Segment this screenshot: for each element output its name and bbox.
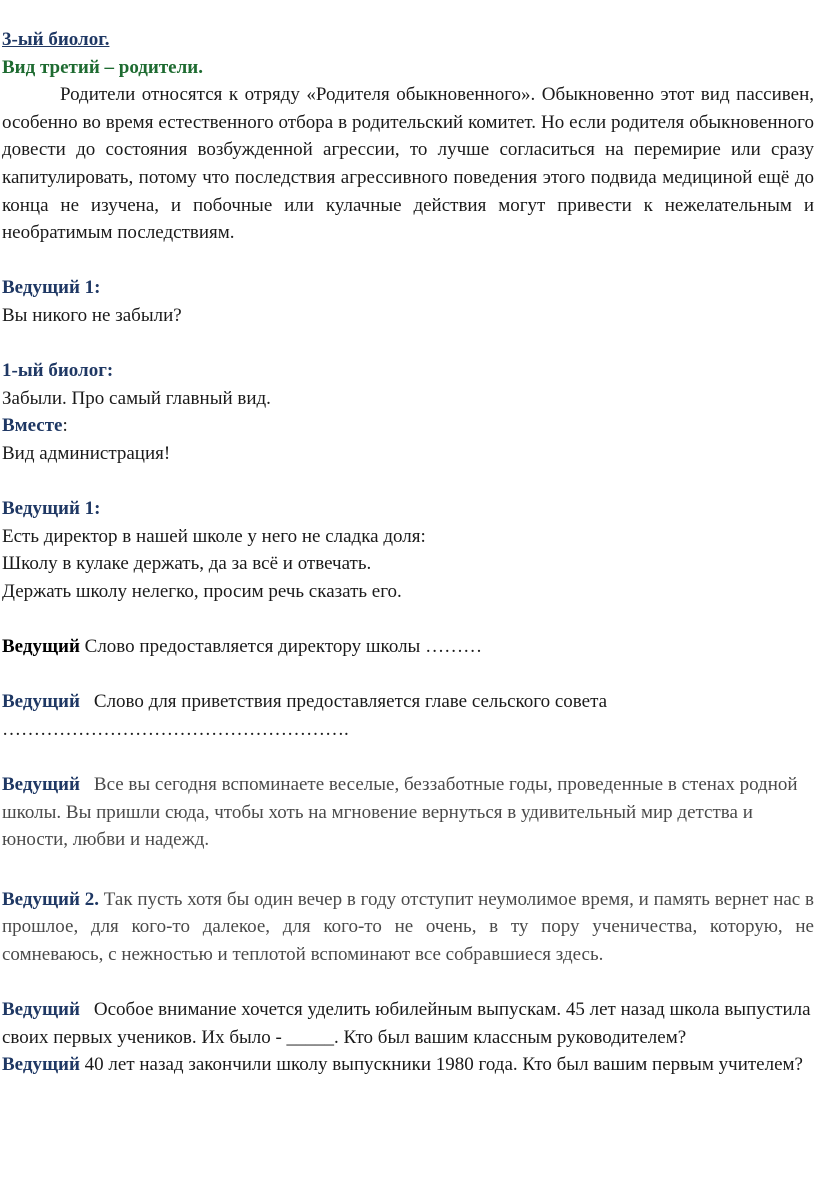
speaker-host-1980: Ведущий	[2, 1054, 80, 1076]
memories-text: Все вы сегодня вспоминаете веселые, беззаботные годы, проведенные в стенах родной школы. Вы пришли сюда, чтобы хоть на мгновение вернуться в удивительный мир детства и юности, любви и надежд.	[2, 774, 798, 851]
speaker-host-1: Ведущий 1:	[2, 277, 101, 299]
director-line	[2, 633, 814, 661]
paragraph-parents: Родители относятся к отряду «Родителя обыкновенного». Обыкновенно этот вид пассивен, особенно во время естественного отбора в родительский комитет. Но если родителя обыкновенного довести до состояния возбужденной агрессии, то лучше согласиться на перемирие или сразу капитулировать, потому что последствия агрессивного поведения этого подвида медициной ещё до конца не изучена, и побочные или кулачные действия могут привести к нежелательным и необратимым последствиям.	[2, 84, 814, 244]
evening-line	[2, 886, 814, 969]
jubilee-text: Особое внимание хочется уделить юбилейным выпускам. 45 лет назад школа выпустила своих первых учеников. Их было - _____. Кто был вашим классным руководителем?	[2, 999, 811, 1048]
council-text: Слово для приветствия предоставляется главе сельского совета ……………………………………………….	[2, 691, 608, 740]
council-line	[2, 688, 814, 743]
speaker-biologist-1: 1-ый биолог:	[2, 360, 114, 382]
speaker-host-memories: Ведущий	[2, 774, 80, 796]
grad-1980-line	[2, 1051, 814, 1079]
line-together: Вид администрация!	[2, 442, 171, 464]
poem-line-3: Держать школу нелегко, просим речь сказать его.	[2, 580, 402, 602]
memories-line	[2, 771, 814, 854]
speaker-host-jubilee: Ведущий	[2, 999, 80, 1021]
jubilee-line	[2, 996, 814, 1051]
speaker-together: Вместе	[2, 415, 63, 437]
speaker-host-2: Ведущий 2.	[2, 888, 99, 910]
evening-text: Так пусть хотя бы один вечер в году отступит неумолимое время, и память вернет нас в прошлое, для кого-то далекое, для кого-то не очень, в ту пору ученичества, которую, не сомневаюсь, с нежностью и теплотой вспоминают все собравшиеся здесь.	[2, 888, 814, 965]
together-colon: :	[62, 415, 68, 437]
together-line	[2, 412, 814, 440]
line-biologist-1: Забыли. Про самый главный вид.	[2, 387, 271, 409]
poem-line-2: Школу в кулаке держать, да за всё и отвечать.	[2, 553, 372, 575]
speaker-host-director: Ведущий	[2, 636, 80, 658]
speaker-host-council: Ведущий	[2, 691, 80, 713]
section-subtitle: Вид третий – родители.	[2, 56, 203, 78]
director-text: Слово предоставляется директору школы ………	[79, 636, 483, 658]
grad-1980-text: 40 лет назад закончили школу выпускники 1980 года. Кто был вашим первым учителем?	[79, 1054, 803, 1076]
section-title: 3-ый биолог.	[2, 29, 110, 50]
line-host-1: Вы никого не забыли?	[2, 304, 182, 326]
speaker-host-1-poem: Ведущий 1:	[2, 498, 101, 520]
poem-line-1: Есть директор в нашей школе у него не сладка доля:	[2, 525, 426, 547]
